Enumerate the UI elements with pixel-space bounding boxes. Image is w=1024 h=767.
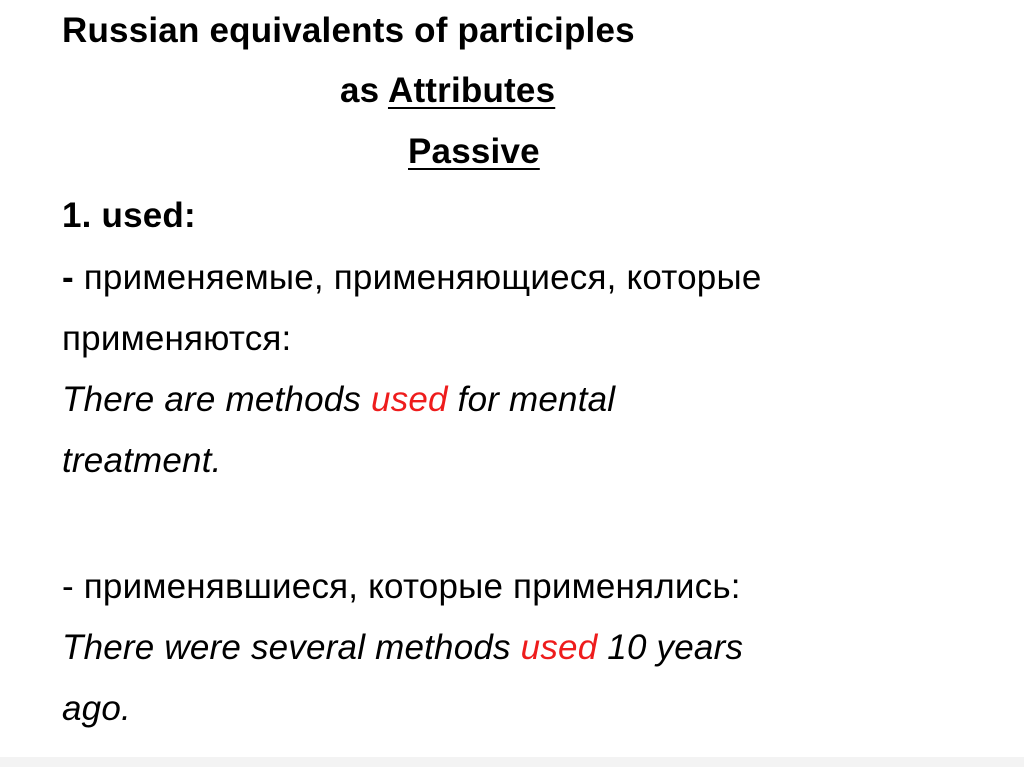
item1-heading-text: 1. used: [62, 196, 196, 235]
item1-example-before: There are methods [62, 380, 372, 419]
item2-example-line2-text: ago. [62, 689, 131, 728]
item2-example-line2 [62, 686, 131, 732]
item2-example-before: There were several methods [62, 628, 521, 667]
item1-russian-text2: применяются: [62, 319, 292, 358]
item1-heading [62, 193, 196, 239]
item1-example-line2 [62, 438, 222, 484]
item1-russian-line2 [62, 316, 291, 362]
title-passive: Passive [408, 132, 540, 171]
title-line3 [408, 129, 540, 175]
item1-russian-text1: применяемые, применяющиеся, которые [73, 258, 762, 297]
slide-title [62, 8, 635, 54]
title-line1: Russian equivalents of participles [62, 11, 635, 50]
item2-example-line1 [62, 625, 743, 671]
item1-example-line2-text: treatment. [62, 441, 222, 480]
item1-dash: - [62, 258, 74, 297]
item2-russian [62, 564, 741, 610]
bottom-strip [0, 757, 1024, 767]
item2-russian-text: - применявшиеся, которые применялись: [62, 567, 741, 606]
title-line2-prefix: as [340, 71, 388, 110]
item2-example-highlight: used [520, 628, 598, 667]
item1-example-line1 [62, 377, 615, 423]
item2-example-after: 10 years [597, 628, 744, 667]
title-line2 [340, 68, 555, 114]
item1-example-highlight: used [371, 380, 448, 419]
title-attributes: Attributes [387, 71, 556, 110]
item1-russian-line1 [62, 255, 762, 301]
item1-example-after: for mental [447, 380, 616, 419]
